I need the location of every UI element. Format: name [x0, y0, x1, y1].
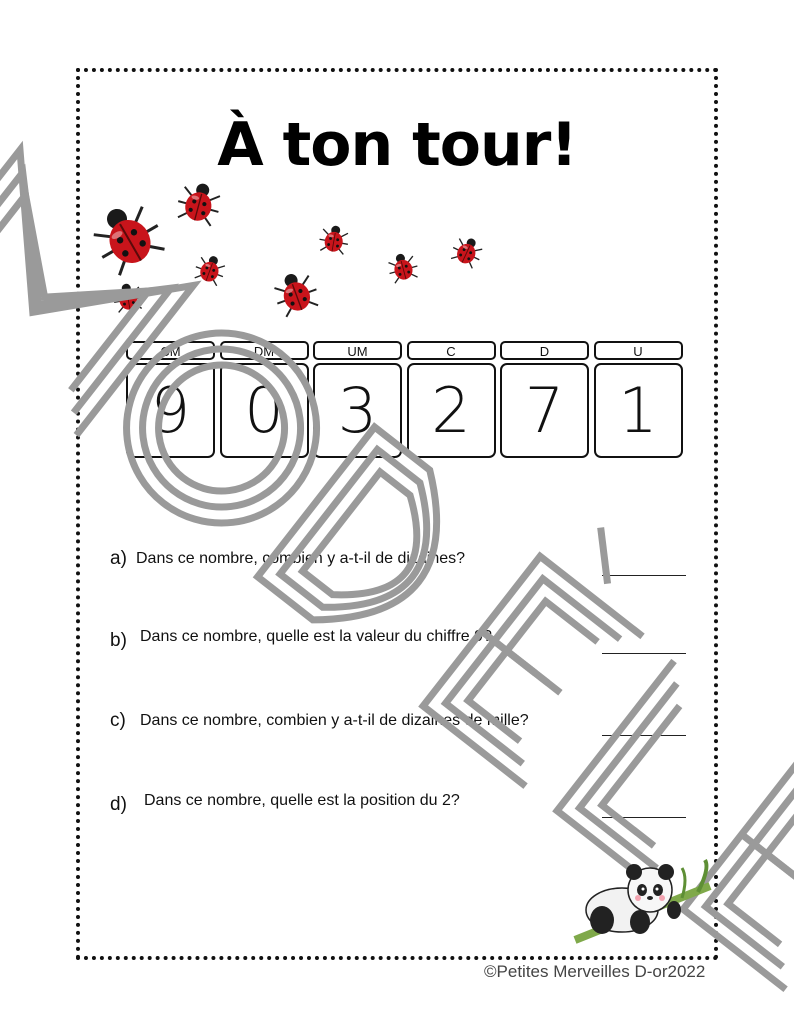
- column-header: UM: [313, 341, 402, 360]
- column-header: CM: [126, 341, 215, 360]
- column-header: DM: [220, 341, 309, 360]
- column-digit: 7: [500, 363, 589, 458]
- copyright-notice: [484, 962, 705, 982]
- column-digit: 1: [594, 363, 683, 458]
- panda-illustration: [570, 858, 720, 948]
- answer-blank[interactable]: [602, 735, 686, 736]
- column-header: D: [500, 341, 589, 360]
- question-letter: a): [110, 548, 127, 569]
- column-header: U: [594, 341, 683, 360]
- answer-blank[interactable]: [602, 575, 686, 576]
- column-digit: 0: [220, 363, 309, 458]
- ladybug-icon: [318, 223, 351, 255]
- ladybug-icon: [192, 252, 228, 287]
- ladybug-icon: [84, 194, 169, 278]
- column-digit: 2: [407, 363, 496, 458]
- question-letter: d): [110, 794, 127, 815]
- question-letter: c): [110, 710, 126, 731]
- column-digit: 9: [126, 363, 215, 458]
- ladybug-icon: [449, 233, 487, 270]
- question-row: [110, 548, 710, 588]
- answer-blank[interactable]: [602, 817, 686, 818]
- column-header: C: [407, 341, 496, 360]
- copyright-text: Petites Merveilles D-or2022: [496, 962, 706, 981]
- page-title: À ton tour!: [217, 110, 577, 180]
- panda-icon: [586, 864, 681, 934]
- copyright-symbol: ©: [484, 962, 497, 981]
- ladybug-icon: [111, 281, 144, 313]
- answer-blank[interactable]: [602, 653, 686, 654]
- column-digit: 3: [313, 363, 402, 458]
- question-text: Dans ce nombre, quelle est la position du 2?: [144, 792, 460, 809]
- question-letter: b): [110, 630, 127, 651]
- question-row: [110, 790, 710, 830]
- ladybug-icon: [385, 250, 420, 284]
- question-text: Dans ce nombre, combien y a-t-il de dizaines de mille?: [140, 712, 529, 729]
- question-text: Dans ce nombre, quelle est la valeur du chiffre 9?: [140, 628, 492, 645]
- ladybug-icon: [174, 179, 224, 227]
- question-text: Dans ce nombre, combien y a-t-il de dizaines?: [136, 550, 466, 567]
- ladybug-icon: [269, 267, 321, 318]
- question-row: [110, 710, 710, 750]
- question-row: [110, 626, 710, 666]
